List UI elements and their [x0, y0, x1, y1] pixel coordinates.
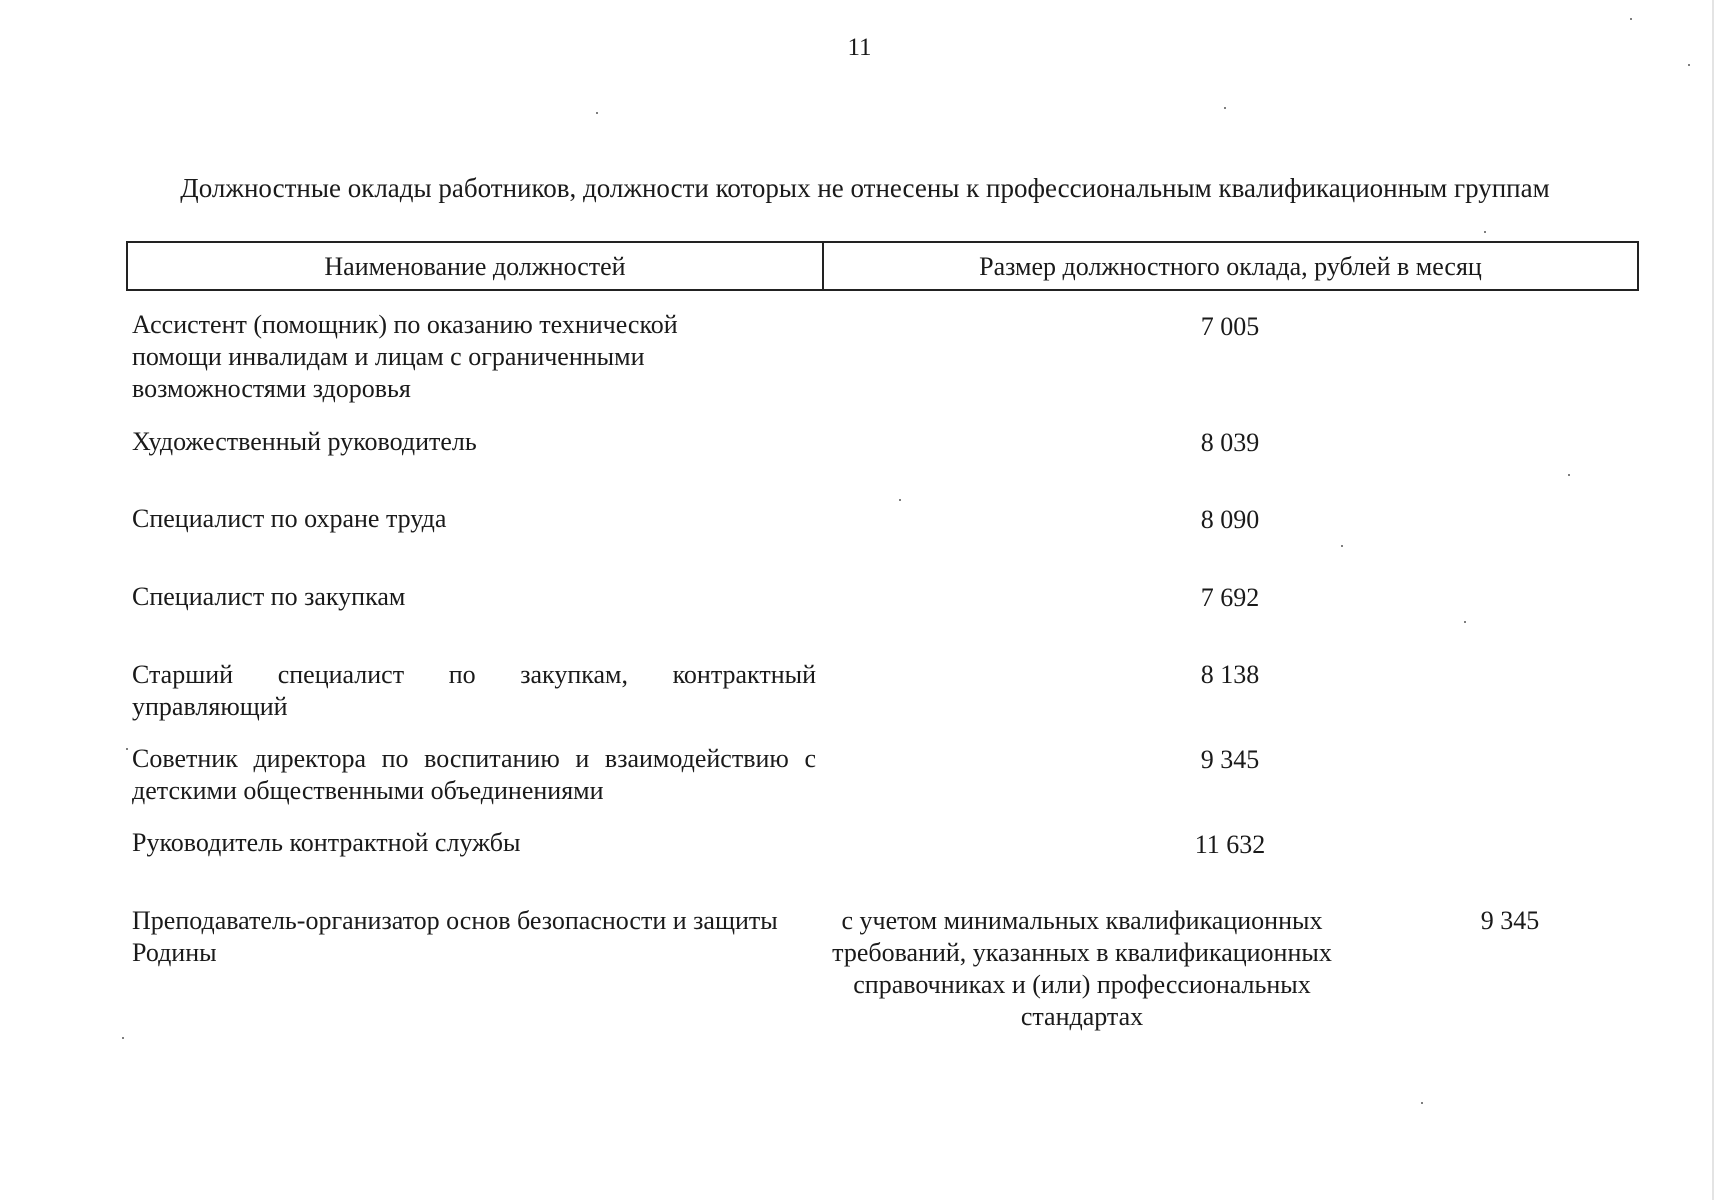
scan-speck — [1484, 231, 1486, 233]
table-row-position: Художественный руководитель — [132, 427, 477, 456]
table-row-salary: 11 632 — [1194, 830, 1266, 859]
table-row-salary: 7 692 — [1200, 583, 1260, 612]
table-row-salary: 9 345 — [1200, 745, 1260, 774]
scan-speck — [1630, 18, 1632, 20]
scan-speck — [1568, 474, 1570, 476]
table-row-position: Ассистент (помощник) по оказанию технической помощи инвалидам и лицам с ограниченными возможностями здоровья — [132, 310, 678, 403]
scan-speck — [1341, 545, 1343, 547]
table-row-condition: с учетом минимальных квалификационных требований, указанных в квалификационных справочниках и (или) профессиональных стандартах — [832, 906, 1332, 1031]
scan-speck — [1688, 64, 1690, 66]
scan-speck — [1224, 107, 1226, 109]
table-row-salary: 7 005 — [1200, 312, 1260, 341]
scan-speck — [1464, 621, 1466, 623]
table-row-salary: 8 138 — [1200, 660, 1260, 689]
table-row-position: Руководитель контрактной службы — [132, 828, 521, 857]
table-row-salary: 9 345 — [1480, 906, 1540, 935]
header-salary: Размер должностного оклада, рублей в месяц — [979, 252, 1482, 281]
table-row-position: Старший специалист по закупкам, контрактный управляющий — [132, 660, 816, 721]
scan-speck — [596, 112, 598, 114]
table-row-position: Специалист по закупкам — [132, 582, 406, 611]
scan-speck — [122, 1037, 124, 1039]
header-position-name: Наименование должностей — [324, 252, 626, 281]
scan-speck — [1421, 1102, 1423, 1104]
scan-speck — [126, 748, 128, 750]
scan-speck — [899, 499, 901, 501]
table-row-salary: 8 090 — [1200, 505, 1260, 534]
page-number: 11 — [847, 34, 872, 61]
document-title: Должностные оклады работников, должности которых не отнесены к профессиональным квалификационным группам — [180, 173, 1550, 203]
scan-edge — [1712, 0, 1714, 1200]
table-row-position: Советник директора по воспитанию и взаимодействию с детскими общественными объединениями — [132, 744, 816, 805]
table-row-salary: 8 039 — [1200, 428, 1260, 457]
table-row-position: Специалист по охране труда — [132, 504, 447, 533]
table-row-position: Преподаватель-организатор основ безопасности и защиты Родины — [132, 906, 778, 967]
